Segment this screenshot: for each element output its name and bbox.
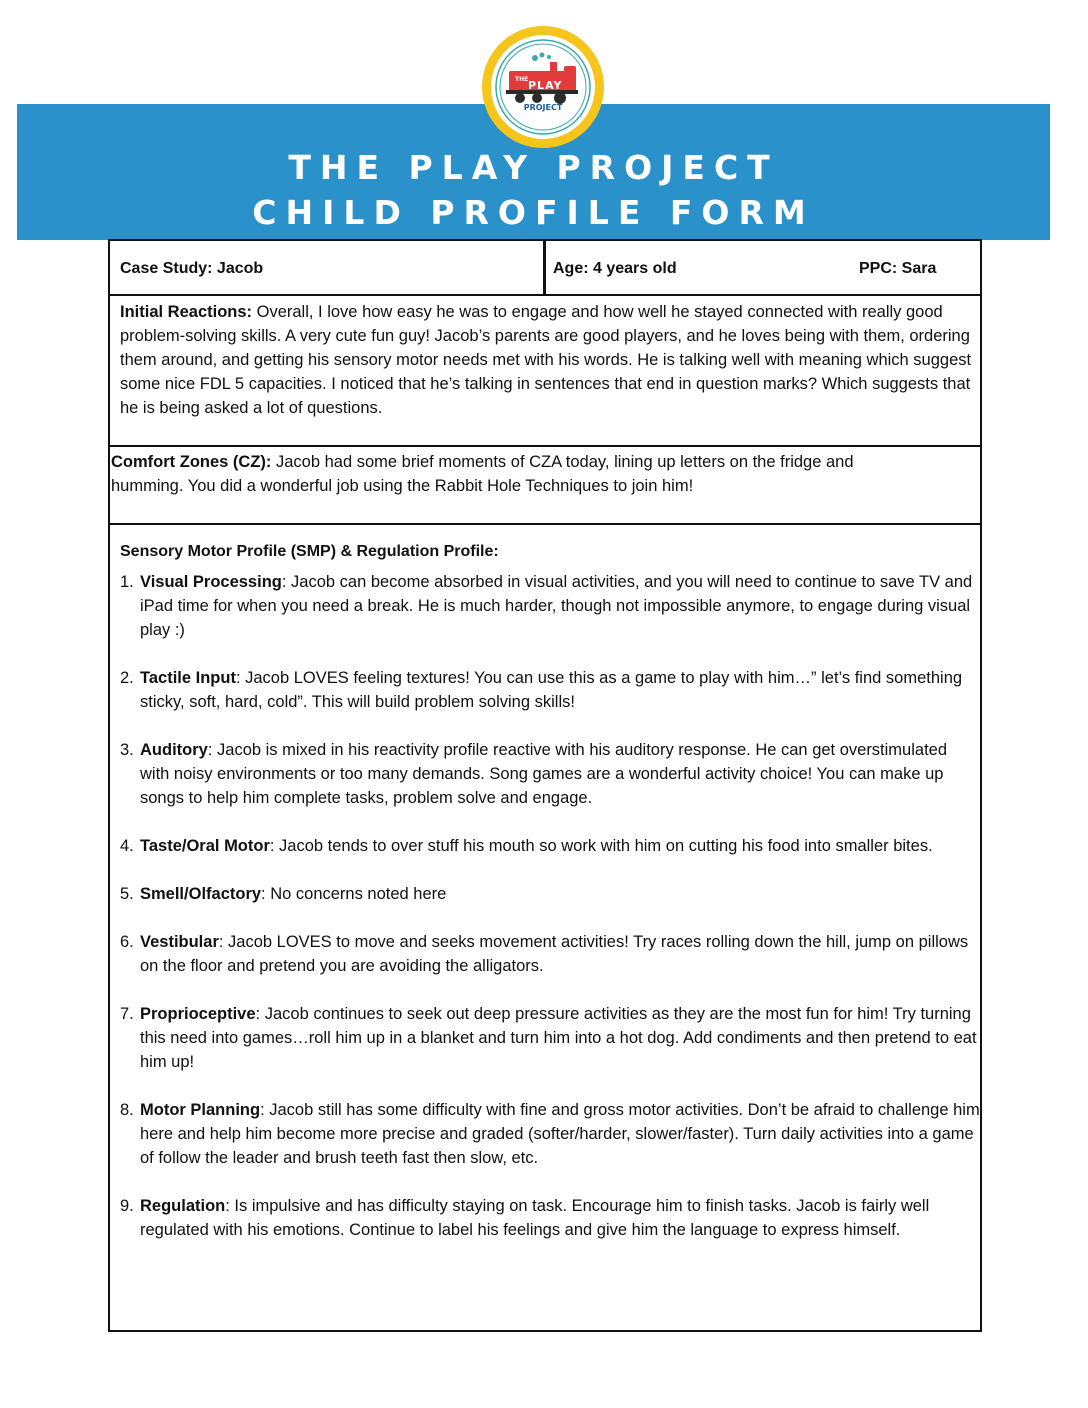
smp-item-text: : Jacob continues to seek out deep pressure activities as they are the most fun for him! Try turning this need into games…roll him up in a blanket and turn him into a hot dog. Add condiments and then pretend to eat him up! <box>140 1005 977 1071</box>
smp-item-label: Smell/Olfactory <box>140 885 262 903</box>
smp-item-number: 5. <box>120 885 134 903</box>
smp-item-text: : Is impulsive and has difficulty staying on task. Encourage him to finish tasks. Jacob is fairly well regulated with his emotions. Continue to label his feelings and give him the language to express himself. <box>140 1197 930 1239</box>
page-title-line2: CHILD PROFILE FORM <box>252 193 815 232</box>
svg-text:PLAY: PLAY <box>528 79 563 92</box>
smp-item-text: : Jacob still has some difficulty with fine and gross motor activities. Don’t be afraid to challenge him here and help him become more precise and graded (softer/harder, slower/faster). Turn daily activities into a game of follow the leader and brush teeth fast then slow, etc. <box>140 1101 980 1167</box>
smp-item-text: : No concerns noted here <box>261 885 447 903</box>
smp-item <box>120 834 980 858</box>
case-study-label: Case Study: Jacob <box>120 260 264 277</box>
smp-item-number: 8. <box>120 1101 134 1119</box>
smp-item-label: Vestibular <box>140 933 219 951</box>
smp-section <box>108 523 982 1332</box>
initial-reactions-label: Initial Reactions: <box>120 303 253 321</box>
smoke-puff-icon <box>532 55 538 61</box>
page-title-line1: THE PLAY PROJECT <box>288 148 779 187</box>
smp-item-text: : Jacob LOVES feeling textures! You can use this as a game to play with him…” let’s find something sticky, soft, hard, cold”. This will build problem solving skills! <box>140 669 963 711</box>
smp-item-number: 1. <box>120 573 134 591</box>
age-label: Age: 4 years old <box>553 260 677 277</box>
ppc-label: PPC: Sara <box>859 260 937 277</box>
smp-item <box>120 1194 980 1242</box>
smp-item-text: : Jacob is mixed in his reactivity profile reactive with his auditory response. He can get overstimulated with noisy environments or too many demands. Song games are a wonderful activity choice! You can make up songs to help him complete tasks, problem solve and engage. <box>140 741 948 807</box>
smp-item-text: : Jacob tends to over stuff his mouth so work with him on cutting his food into smaller bites. <box>269 837 933 855</box>
smp-item <box>120 738 980 810</box>
svg-text:PROJECT: PROJECT <box>523 103 563 112</box>
comfort-zones-label: Comfort Zones (CZ): <box>111 453 272 471</box>
smp-heading: Sensory Motor Profile (SMP) & Regulation Profile: <box>120 543 499 560</box>
svg-text:THE: THE <box>515 76 529 83</box>
smp-item-number: 3. <box>120 741 134 759</box>
smp-item-number: 9. <box>120 1197 134 1215</box>
comfort-zones-text: Jacob had some brief moments of CZA today, lining up letters on the fridge and humming. You did a wonderful job using the Rabbit Hole Techniques to join him! <box>111 453 854 495</box>
initial-reactions-text: Overall, I love how easy he was to engage and how well he stayed connected with really good problem-solving skills. A very cute fun guy! Jacob’s parents are good players, and he loves being with them, ordering them around, and getting his sensory motor needs met with his words. He is talking well with meaning which suggest some nice FDL 5 capacities. I noticed that he’s talking in sentences that end in question marks? Which suggests that he is being asked a lot of questions. <box>120 303 972 417</box>
comfort-zones-section <box>108 445 982 525</box>
smp-item <box>120 1002 980 1074</box>
smp-item <box>120 570 980 642</box>
logo-artwork <box>482 26 604 148</box>
smp-item-number: 7. <box>120 1005 134 1023</box>
smp-item-label: Proprioceptive <box>140 1005 256 1023</box>
smp-item-label: Taste/Oral Motor <box>140 837 270 855</box>
smp-item-label: Visual Processing <box>140 573 282 591</box>
smp-item <box>120 930 980 978</box>
smp-item <box>120 666 980 714</box>
smp-item-text: : Jacob can become absorbed in visual activities, and you will need to continue to save TV and iPad time for when you need a break. He is much harder, though not impossible anymore, to engage during visual play :) <box>140 573 973 639</box>
smp-list <box>120 570 980 1242</box>
case-study-cell <box>108 239 546 296</box>
smp-item-number: 2. <box>120 669 134 687</box>
smp-item-number: 4. <box>120 837 134 855</box>
initial-reactions-section <box>108 294 982 447</box>
smp-item-text: : Jacob LOVES to move and seeks movement activities! Try races rolling down the hill, jump on pillows on the floor and pretend you are avoiding the alligators. <box>140 933 969 975</box>
age-ppc-cell <box>543 239 982 296</box>
initial-reactions-paragraph <box>120 300 986 420</box>
smp-item <box>120 882 980 906</box>
play-project-logo <box>482 26 604 148</box>
smp-item <box>120 1098 980 1170</box>
smp-item-number: 6. <box>120 933 134 951</box>
smp-item-label: Motor Planning <box>140 1101 261 1119</box>
comfort-zones-paragraph <box>111 450 911 498</box>
smp-item-label: Regulation <box>140 1197 226 1215</box>
smp-item-label: Auditory <box>140 741 208 759</box>
smp-item-label: Tactile Input <box>140 669 236 687</box>
